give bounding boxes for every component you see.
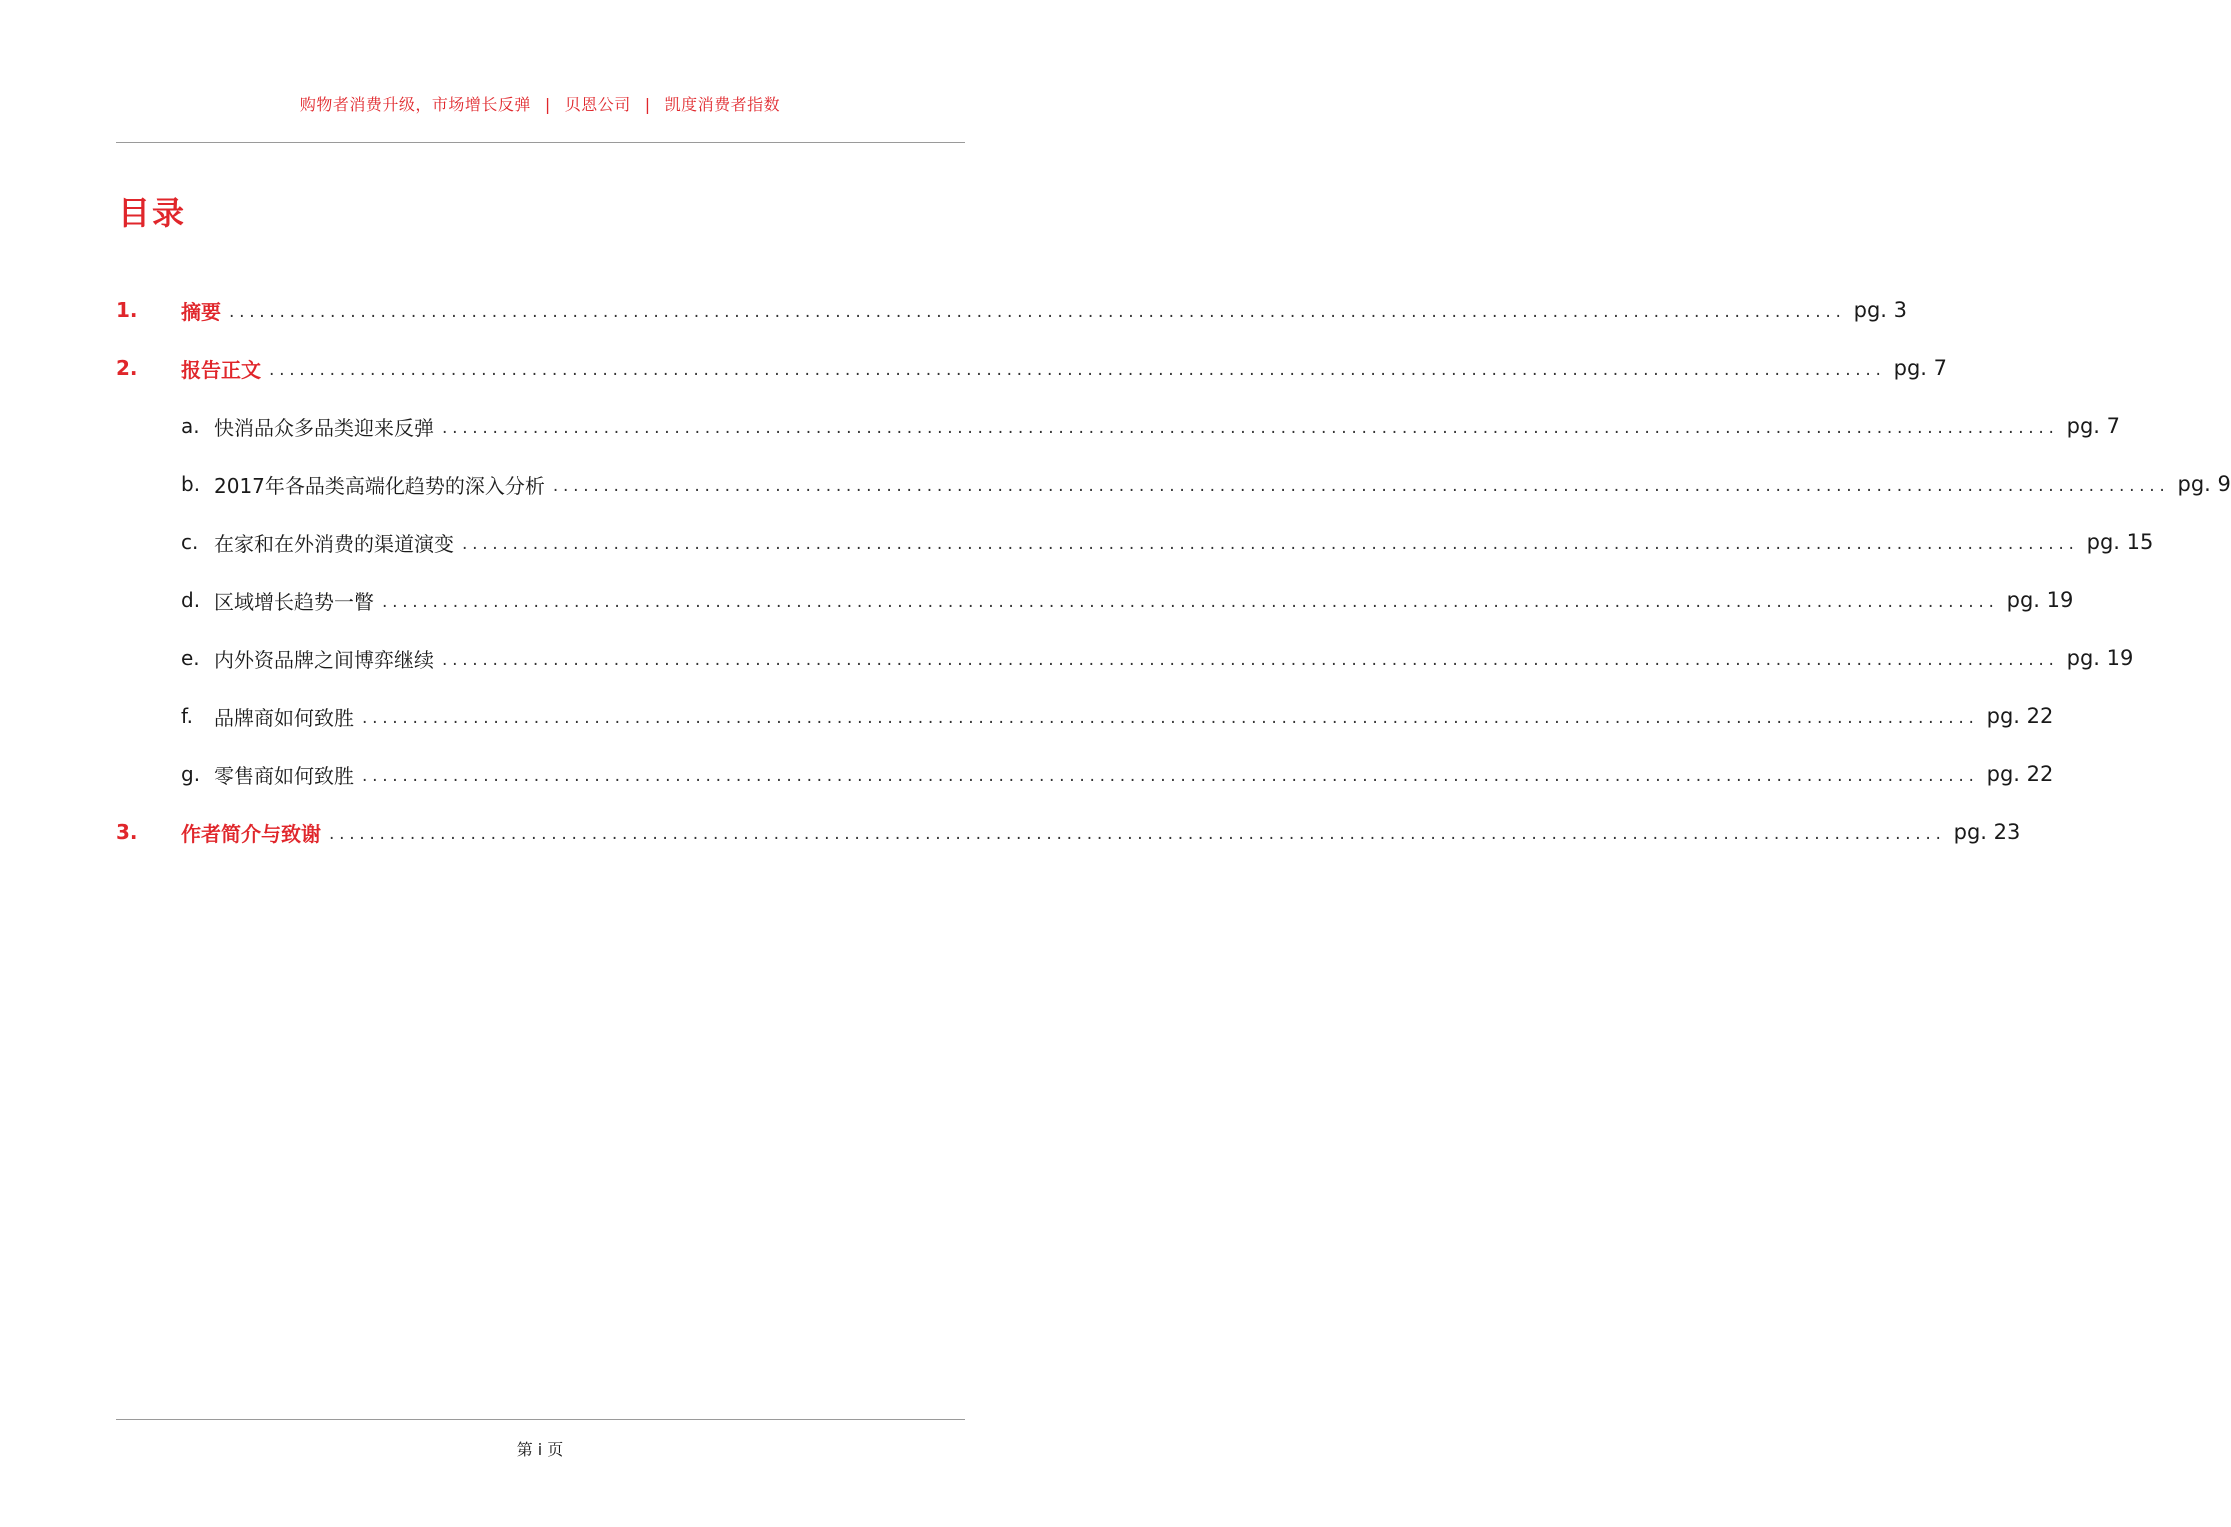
toc-subentry-label: 在家和在外消费的渠道演变 [214, 531, 454, 556]
toc-entry-label: 作者简介与致谢 [181, 821, 321, 846]
toc-entry-number: 3. [116, 820, 138, 844]
toc-leader-dots: ................................................................................................................................................................ [552, 476, 2170, 496]
toc-entry-summary[interactable] [116, 290, 1907, 330]
toc-subentry-letter: g. [181, 762, 201, 786]
toc-subentry-f[interactable] [116, 696, 2054, 736]
toc-leader-dots: ................................................................................................................................................................ [329, 824, 1946, 844]
toc-leader-dots: ................................................................................................................................................................ [382, 592, 1999, 612]
toc-subentry-letter: d. [181, 588, 201, 612]
toc-subentry-page: pg. 19 [2066, 646, 2134, 670]
toc-leader-dots: ................................................................................................................................................................ [269, 360, 1886, 380]
toc-subentry-label: 2017年各品类高端化趋势的深入分析 [214, 473, 545, 498]
toc-subentry-page: pg. 22 [1986, 762, 2054, 786]
toc-subentry-letter: f. [181, 704, 193, 728]
page-header [0, 92, 1080, 115]
toc-entry-page: pg. 23 [1953, 820, 2021, 844]
toc-subentry-page: pg. 22 [1986, 704, 2054, 728]
footer-divider [116, 1419, 965, 1420]
toc-subentry-letter: e. [181, 646, 200, 670]
toc-title: 目录 [118, 194, 187, 232]
toc-leader-dots: ................................................................................................................................................................ [462, 534, 2079, 554]
toc-subentry-g[interactable] [116, 754, 2054, 794]
toc-subentry-label: 零售商如何致胜 [214, 763, 354, 788]
toc-subentry-page: pg. 19 [2006, 588, 2074, 612]
toc-entry-label: 摘要 [181, 299, 221, 324]
toc-subentry-letter: c. [181, 530, 199, 554]
toc-subentry-letter: a. [181, 414, 200, 438]
toc-leader-dots: ................................................................................................................................................................ [442, 418, 2059, 438]
header-separator: | [644, 95, 651, 114]
toc-subentry-e[interactable] [116, 638, 2134, 678]
toc-entry-number: 2. [116, 356, 138, 380]
header-company: 贝恩公司 [564, 95, 631, 114]
toc-subentry-label: 快消品众多品类迎来反弹 [214, 415, 434, 440]
toc-subentry-a[interactable] [116, 406, 2120, 446]
toc-subentry-c[interactable] [116, 522, 2154, 562]
toc-subentry-b[interactable] [116, 464, 2231, 504]
toc-subentry-page: pg. 7 [2066, 414, 2120, 438]
toc-leader-dots: ................................................................................................................................................................ [229, 302, 1846, 322]
toc-entry-authors[interactable] [116, 812, 2021, 852]
toc-leader-dots: ................................................................................................................................................................ [442, 650, 2059, 670]
toc-entry-page: pg. 7 [1893, 356, 1947, 380]
toc-entry-page: pg. 3 [1853, 298, 1907, 322]
header-separator: | [544, 95, 551, 114]
toc-subentry-page: pg. 15 [2086, 530, 2154, 554]
toc-subentry-letter: b. [181, 472, 201, 496]
header-partner: 凯度消费者指数 [664, 95, 781, 114]
toc-subentry-d[interactable] [116, 580, 2074, 620]
toc-subentry-label: 内外资品牌之间博弈继续 [214, 647, 434, 672]
page-number: 第 i 页 [516, 1440, 564, 1459]
toc-entry-number: 1. [116, 298, 138, 322]
toc-entry-label: 报告正文 [181, 357, 261, 382]
toc-leader-dots: ................................................................................................................................................................ [362, 766, 1979, 786]
toc-subentry-label: 区域增长趋势一瞥 [214, 589, 374, 614]
header-divider [116, 142, 965, 143]
toc-entry-main-body[interactable] [116, 348, 1947, 388]
header-report-title: 购物者消费升级，市场增长反弹 [299, 95, 531, 114]
toc-subentry-label: 品牌商如何致胜 [214, 705, 354, 730]
toc-subentry-page: pg. 9 [2177, 472, 2231, 496]
toc-leader-dots: ................................................................................................................................................................ [362, 708, 1979, 728]
